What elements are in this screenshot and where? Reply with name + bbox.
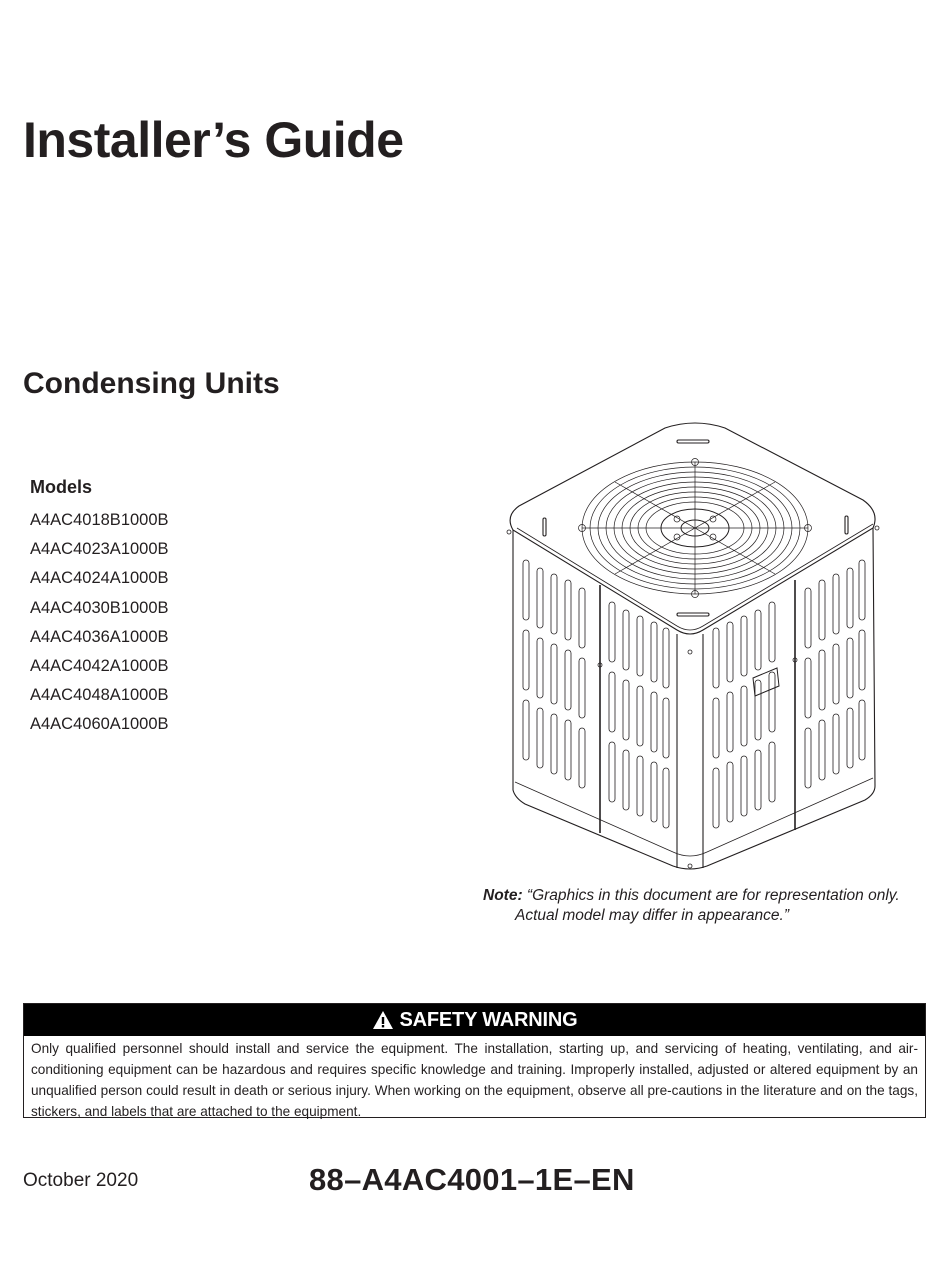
safety-warning-header (24, 1004, 925, 1036)
document-number: 88–A4AC4001–1E–EN (309, 1162, 635, 1197)
publication-date: October 2020 (23, 1170, 139, 1191)
model-item: A4AC4042A1000B (30, 656, 169, 675)
model-item: A4AC4060A1000B (30, 715, 169, 734)
model-item: A4AC4023A1000B (30, 540, 169, 559)
warning-triangle-icon (372, 1010, 394, 1030)
model-item: A4AC4024A1000B (30, 569, 169, 588)
models-list (30, 506, 169, 740)
model-item: A4AC4048A1000B (30, 686, 169, 705)
document-subtitle: Condensing Units (23, 367, 280, 400)
safety-warning-title: SAFETY WARNING (399, 1008, 578, 1031)
note-text-line1: “Graphics in this document are for representation only. (526, 887, 900, 904)
model-item: A4AC4018B1000B (30, 511, 169, 529)
safety-warning-box (23, 1003, 926, 1118)
model-item: A4AC4036A1000B (30, 627, 169, 646)
condensing-unit-illustration (505, 420, 885, 880)
safety-warning-text: Only qualified personnel should install and service the equipment. The installation, starting up, and servicing of heating, ventilating, and air-conditioning equipment can be hazardous and requires specific knowledge and training. Improperly installed, adjusted or altered equipment by an unqualified person could result in death or serious injury. When working on the equipment, observe all pre-cautions in the literature and on the tags, stickers, and labels that are attached to the equipment. (31, 1041, 918, 1119)
models-heading: Models (30, 477, 93, 497)
fan-grille (579, 459, 812, 598)
document-title: Installer’s Guide (23, 112, 404, 168)
model-item: A4AC4030B1000B (30, 598, 169, 617)
representation-note (483, 886, 933, 926)
louvers-left (523, 560, 669, 828)
louvers-right (713, 560, 865, 828)
note-label: Note: (483, 887, 523, 904)
note-text-line2: Actual model may differ in appearance.” (515, 907, 789, 924)
